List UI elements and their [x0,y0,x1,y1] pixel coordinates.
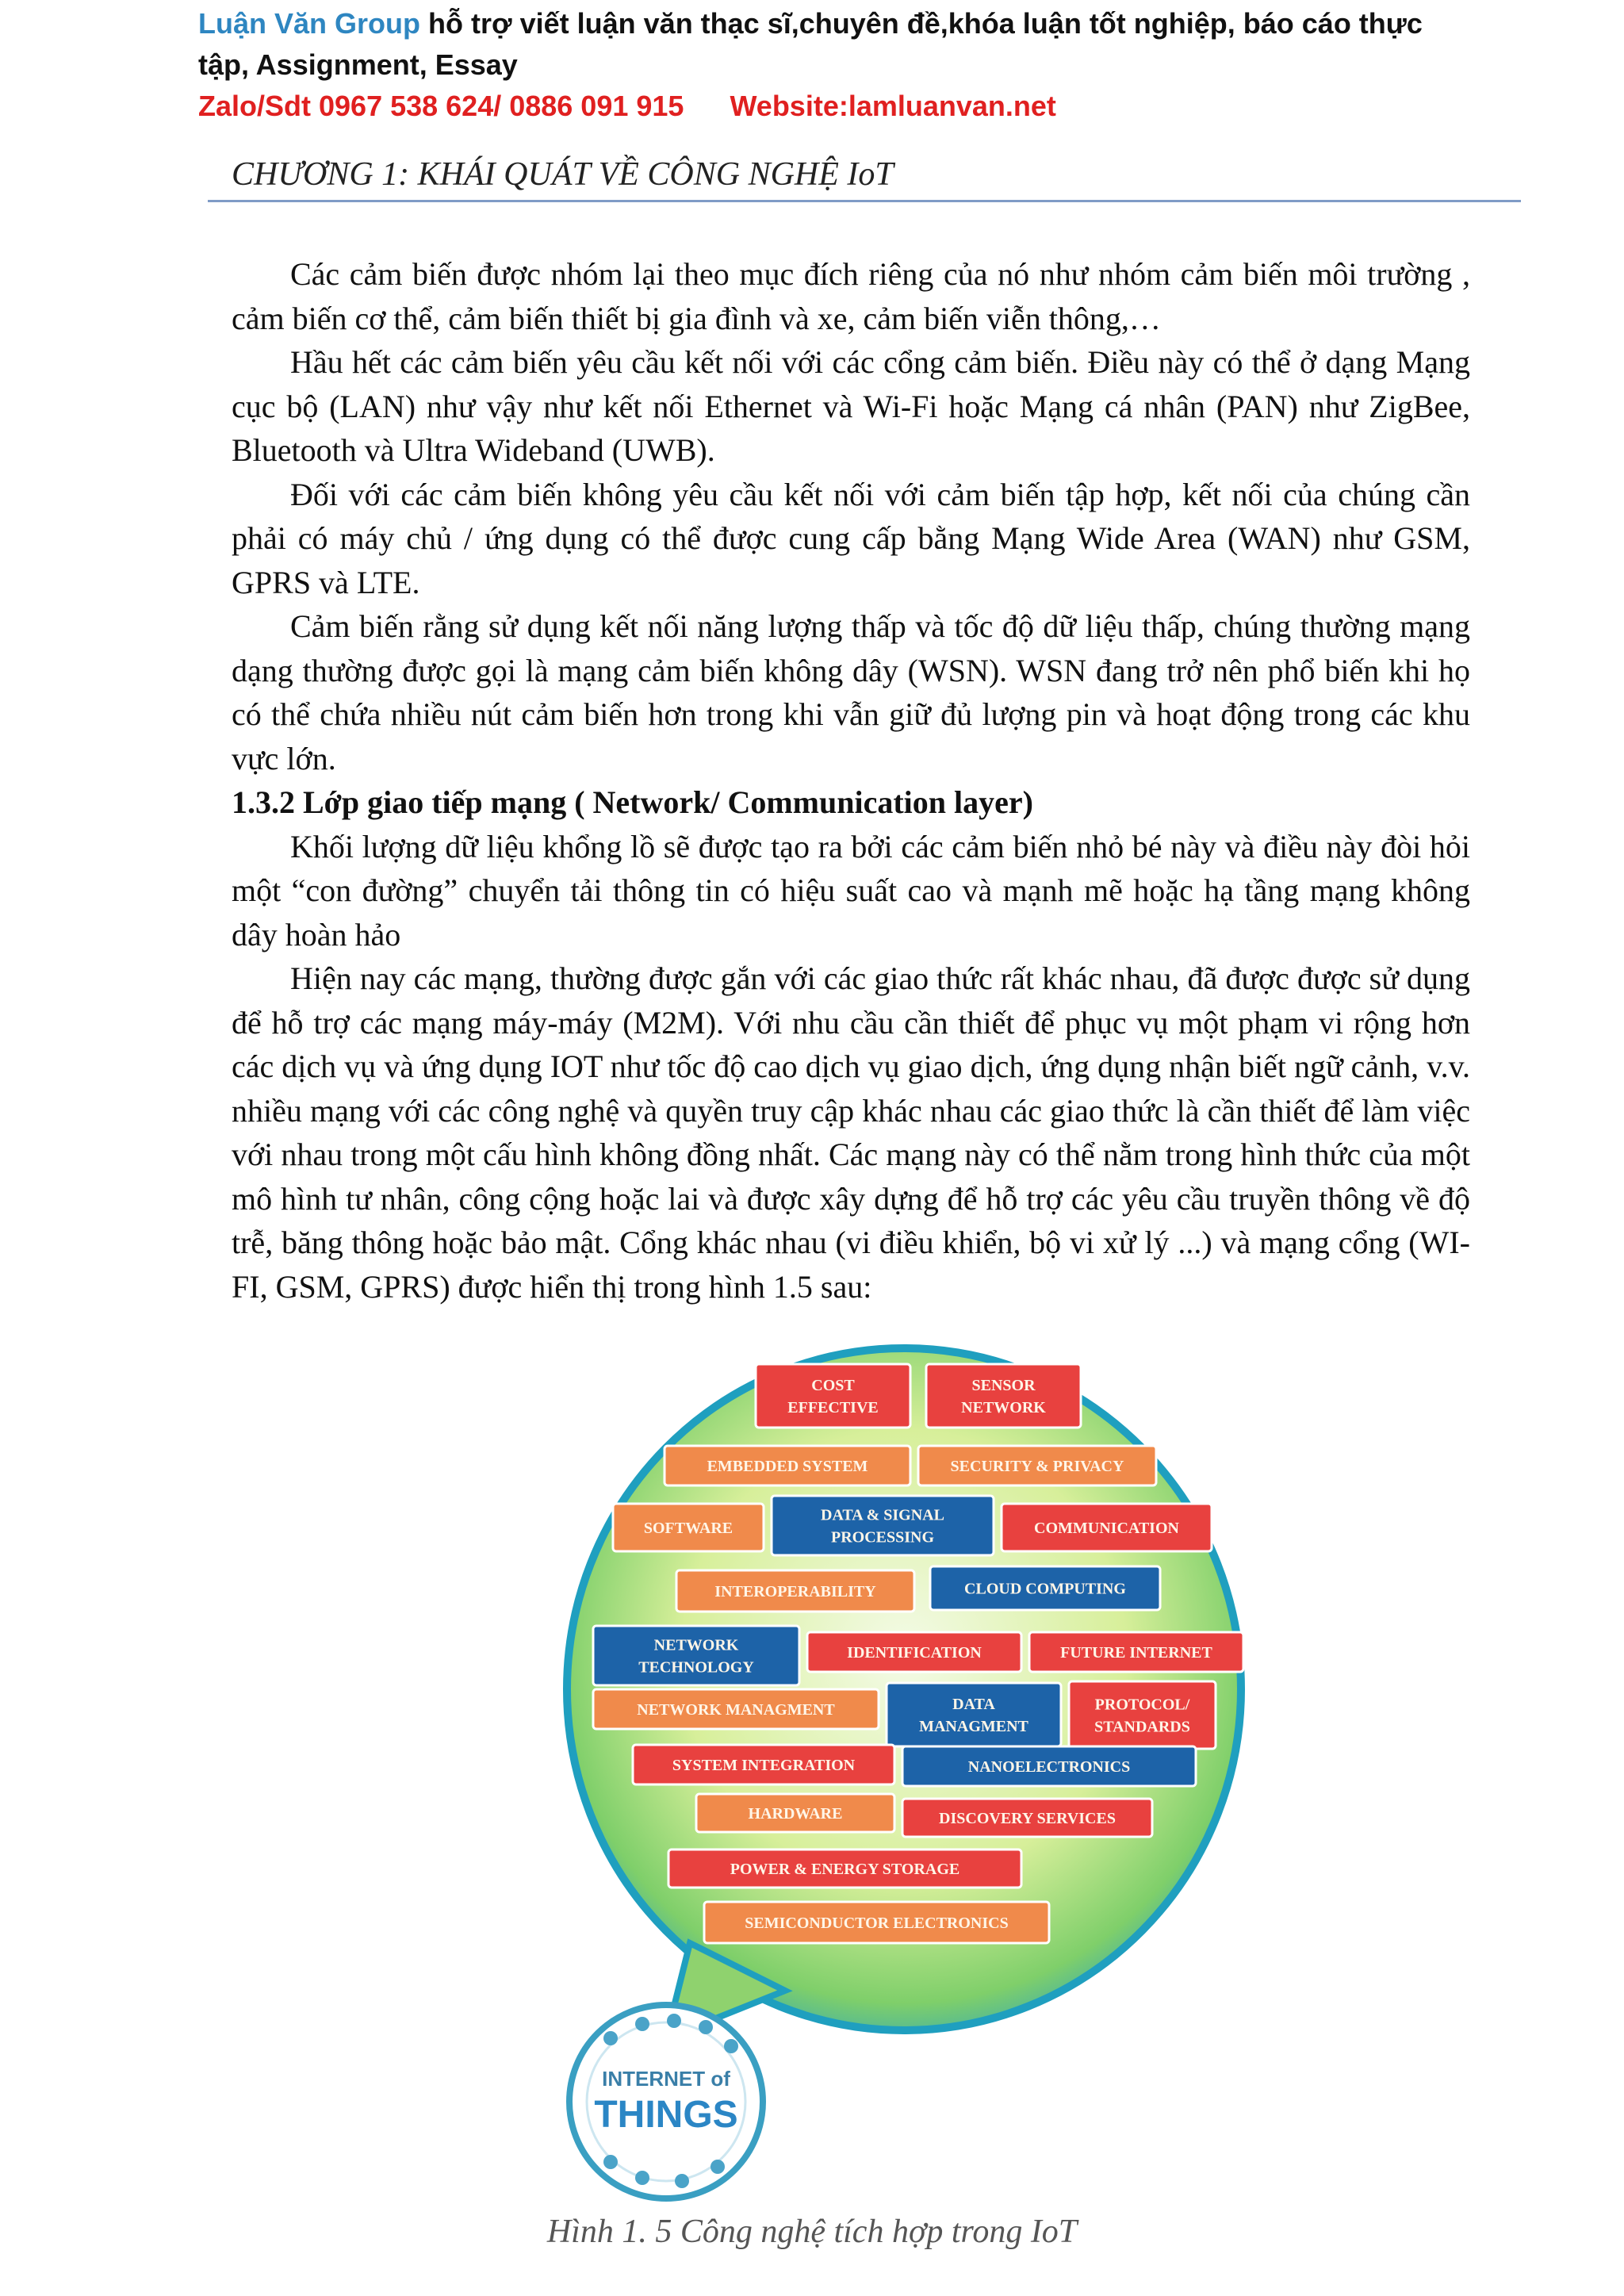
logo-text-things: THINGS [594,2094,738,2136]
tile-box [756,1364,910,1428]
figure-caption: Hình 1. 5 Công nghệ tích hợp trong IoT [546,2214,1078,2250]
tile-label: IDENTIFICATION [847,1644,982,1662]
tech-tile [918,1446,1156,1485]
header-tagline-2: tập, Assignment, Essay [198,48,518,81]
tech-tile [1002,1504,1212,1551]
tech-tile [668,1849,1021,1888]
tile-label: POWER & ENERGY STORAGE [730,1861,960,1878]
gadget-icon [699,2020,713,2034]
gadget-icon [724,2039,738,2053]
header-contact [198,86,1467,127]
tile-box [772,1496,994,1555]
tile-box [887,1683,1061,1746]
brand-name: Luận Văn Group [198,7,421,40]
tile-label: SOFTWARE [643,1520,733,1537]
gadget-icon [603,2155,618,2169]
header-line-1 [198,3,1467,44]
tile-label: STANDARDS [1094,1718,1190,1736]
tile-label: PROCESSING [830,1528,935,1547]
tile-label: EMBEDDED SYSTEM [707,1458,868,1475]
tech-tile [902,1746,1196,1786]
gadget-icon [603,2031,618,2045]
paragraph: Hầu hết các cảm biến yêu cầu kết nối với các cổng cảm biến. Điều này có thể ở dạng Mạng cục bộ (LAN) như vậy như kết nối Ethernet và Wi-Fi hoặc Mạng cá nhân (PAN) như ZigBee, Bluetooth và Ultra Wideband (UWB). [232,344,1470,468]
tech-tile [1069,1681,1216,1749]
gadget-icon [667,2014,681,2028]
tech-tile [902,1799,1152,1837]
tech-tile [930,1566,1160,1610]
tile-label: DATA & SIGNAL [821,1506,944,1524]
chapter-title: CHƯƠNG 1: KHÁI QUÁT VỀ CÔNG NGHỆ IoT [232,156,894,193]
tile-label: DISCOVERY SERVICES [939,1810,1116,1827]
tech-tile [676,1570,914,1612]
tile-label: NETWORK [653,1636,739,1654]
figure-illustration [547,1340,1245,2209]
chapter-divider [208,200,1521,202]
paragraph: Hiện nay các mạng, thường được gắn với các giao thức rất khác nhau, đã được được sử dụng để hỗ trợ các mạng máy-máy (M2M). Với nhu cầu cần thiết để phục vụ một phạm vi rộng hơn các dịch vụ và ứng dụng IOT như tốc độ cao dịch vụ giao dịch, ứng dụng nhận biết ngữ cảnh, v.v. nhiều mạng với các công nghệ và quyền truy cập khác nhau các giao thức là cần thiết để làm việc với nhau trong một cấu hình không đồng nhất. Các mạng này có thể nằm trong hình thức của một mô hình tư nhân, công cộng hoặc lai và được xây dựng để hỗ trợ các yêu cầu truyền thông về độ trễ, băng thông hoặc bảo mật. Cổng khác nhau (vi điều khiển, bộ vi xử lý ...) và mạng cổng (WI-FI, GSM, GPRS) được hiển thị trong hình 1.5 sau: [232,960,1470,1305]
tech-tile [926,1364,1081,1428]
gadget-icon [710,2160,725,2174]
tech-tile [633,1745,894,1784]
tech-tile [593,1689,879,1729]
page-header [198,3,1467,127]
tile-label: SEMICONDUCTOR ELECTRONICS [745,1915,1009,1932]
tile-label: INTEROPERABILITY [714,1583,876,1600]
tech-tile [665,1446,910,1485]
tech-tile [887,1683,1061,1746]
body-text [232,252,1470,1309]
tech-tile [807,1632,1021,1672]
logo-text-internet: INTERNET of [602,2067,730,2091]
tile-box [593,1626,799,1685]
tile-label: SECURITY & PRIVACY [950,1458,1124,1475]
tech-tile [756,1364,910,1428]
tech-tile [613,1504,764,1551]
tile-label: NANOELECTRONICS [967,1758,1131,1776]
tile-label: TECHNOLOGY [638,1658,754,1677]
header-tagline-1: hỗ trợ viết luận văn thạc sĩ,chuyên đề,khóa luận tốt nghiệp, báo cáo thực [428,7,1423,40]
tile-label: MANAGMENT [919,1718,1028,1735]
tile-box [926,1364,1081,1428]
section-heading: 1.3.2 Lớp giao tiếp mạng ( Network/ Communication layer) [232,784,1033,820]
iot-technology-figure [547,1340,1245,2209]
tile-label: CLOUD COMPUTING [964,1580,1126,1598]
tech-tile [593,1626,799,1685]
tech-tile [704,1902,1049,1943]
tech-tile [772,1496,994,1555]
gadget-icon [635,2171,649,2185]
paragraph: Khối lượng dữ liệu khổng lồ sẽ được tạo ra bởi các cảm biến nhỏ bé này và điều này đòi hỏi một “con đường” chuyển tải thông tin có hiệu suất cao và mạnh mẽ hoặc hạ tầng mạng không dây hoàn hảo [232,828,1470,953]
tile-label: SENSOR [971,1377,1036,1394]
tile-box [1069,1681,1216,1749]
tile-label: COST [811,1377,855,1394]
paragraph: Cảm biến rằng sử dụng kết nối năng lượng thấp và tốc độ dữ liệu thấp, chúng thường mạng dạng thường được gọi là mạng cảm biến không dây (WSN). WSN đang trở nên phổ biến khi họ có thể chứa nhiều nút cảm biến hơn trong khi vẫn giữ đủ lượng pin và hoạt động trong các khu vực lớn. [232,608,1470,776]
tile-label: NETWORK MANAGMENT [637,1701,835,1719]
tile-label: PROTOCOL/ [1094,1696,1190,1714]
gadget-icon [635,2017,649,2031]
tile-label: SYSTEM INTEGRATION [672,1757,856,1774]
tile-label: DATA [952,1696,995,1713]
header-phone: Zalo/Sdt 0967 538 624/ 0886 091 915 [198,90,684,122]
tile-label: COMMUNICATION [1034,1520,1179,1537]
iot-logo [569,2005,763,2198]
tile-label: EFFECTIVE [787,1399,879,1416]
gadget-icon [675,2174,689,2188]
paragraph: Đối với các cảm biến không yêu cầu kết nối với cảm biến tập hợp, kết nối của chúng cần phải có máy chủ / ứng dụng có thể được cung cấp bằng Mạng Wide Area (WAN) như GSM, GPRS và LTE. [232,476,1470,600]
header-website: Website:lamluanvan.net [730,90,1056,122]
tile-label: FUTURE INTERNET [1060,1644,1212,1662]
tech-tile [1029,1632,1243,1672]
tile-label: NETWORK [961,1399,1046,1416]
tech-tile [696,1794,894,1832]
paragraph: Các cảm biến được nhóm lại theo mục đích riêng của nó như nhóm cảm biến môi trường , cảm biến cơ thể, cảm biến thiết bị gia đình và xe, cảm biến viễn thông,… [232,256,1470,336]
tile-label: HARDWARE [748,1805,843,1823]
